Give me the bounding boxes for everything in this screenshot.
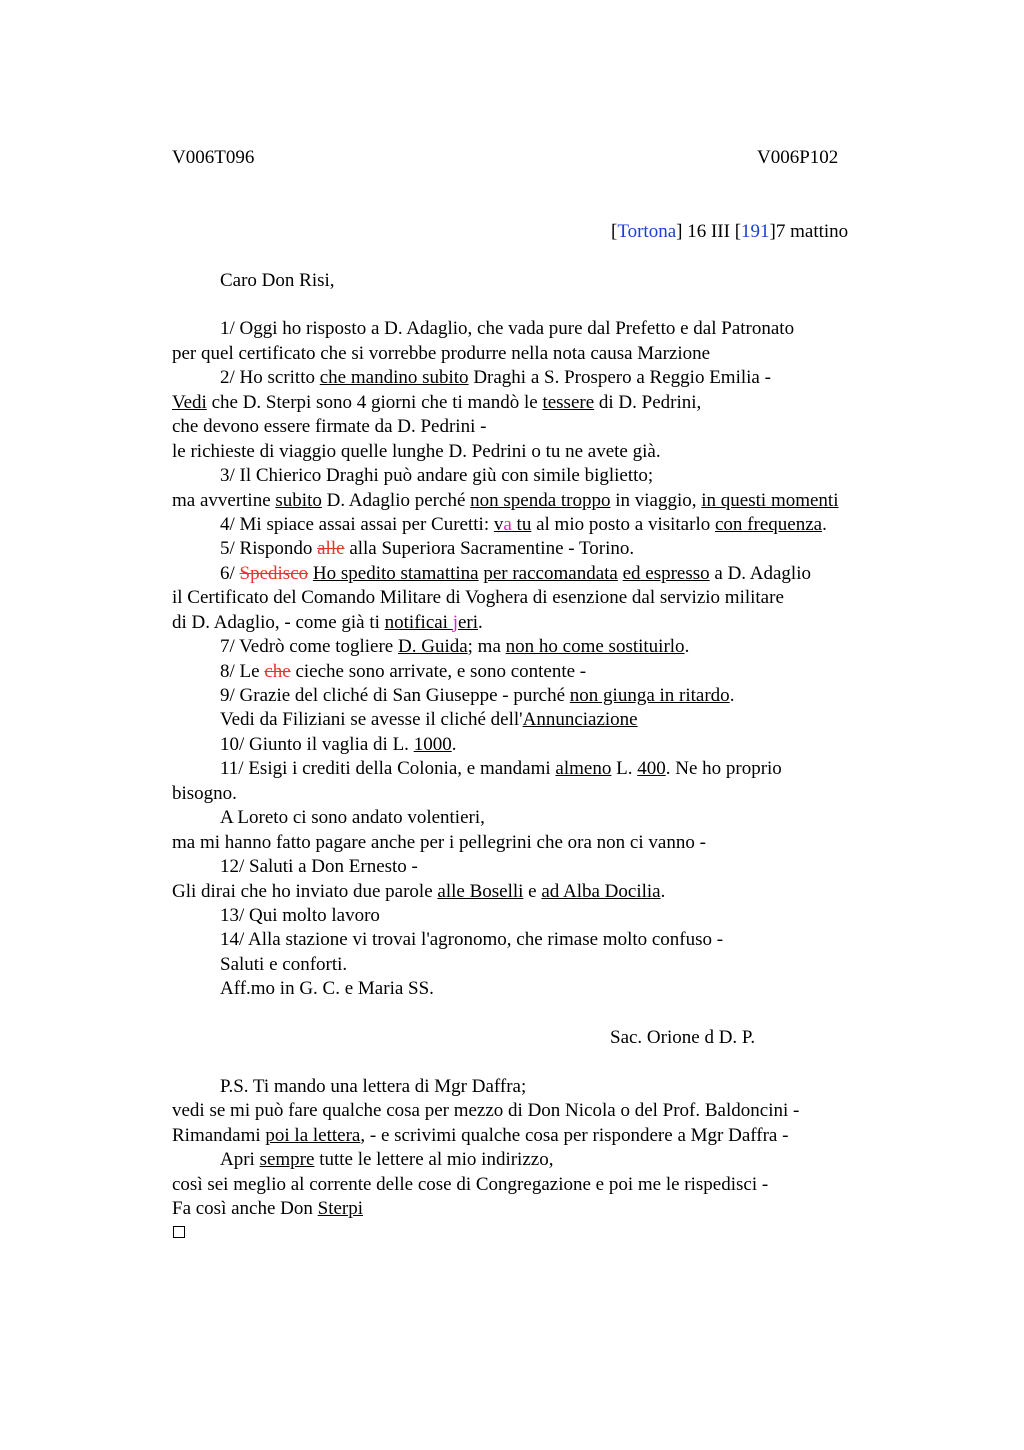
text-line: Vedi che D. Sterpi sono 4 giorni che ti mandò le tessere di D. Pedrini, xyxy=(172,392,702,413)
underlined-text: notificai jeri xyxy=(384,612,479,633)
text-line: 10/ Giunto il vaglia di L. 1000. xyxy=(220,734,457,755)
text-line: 2/ Ho scritto che mandino subito Draghi a S. Prospero a Reggio Emilia - xyxy=(220,367,771,388)
text-line: 1/ Oggi ho risposto a D. Adaglio, che vada pure dal Prefetto e dal Patronato xyxy=(220,318,795,339)
underlined-text: poi la lettera xyxy=(265,1125,361,1146)
text-line: di D. Adaglio, - come già ti notificai jeri. xyxy=(172,612,483,633)
underlined-text: ed espresso xyxy=(622,563,710,584)
underlined-text: Ho spedito stamattina xyxy=(312,563,479,584)
text-line: che devono essere firmate da D. Pedrini - xyxy=(172,416,487,437)
text-line: 4/ Mi spiace assai assai per Curetti: va tu al mio posto a visitarlo con frequenza. xyxy=(220,514,827,535)
closing-line: Saluti e conforti. xyxy=(220,954,348,975)
text-line: Vedi da Filiziani se avesse il cliché dell'Annunciazione xyxy=(220,709,638,730)
underlined-text: sempre xyxy=(259,1149,315,1170)
document-code-left: V006T096 xyxy=(172,147,255,168)
ps-line: vedi se mi può fare qualche cosa per mezzo di Don Nicola o del Prof. Baldoncini - xyxy=(172,1100,800,1121)
text-line: A Loreto ci sono andato volentieri, xyxy=(220,807,485,828)
text-line: il Certificato del Comando Militare di Voghera di esenzione dal servizio militare xyxy=(172,587,784,608)
text-line: 5/ Rispondo alle alla Superiora Sacramentine - Torino. xyxy=(220,538,635,559)
struck-text: alle xyxy=(317,538,345,559)
underlined-text: ad Alba Docilia xyxy=(541,881,661,902)
underlined-text: per raccomandata xyxy=(483,563,618,584)
underlined-text: in questi momenti xyxy=(701,490,839,511)
underlined-text: almeno xyxy=(555,758,612,779)
place-name: Tortona xyxy=(617,221,677,242)
underlined-text: che mandino subito xyxy=(319,367,469,388)
year-part: 191 xyxy=(741,221,770,242)
date-text: 16 III [ xyxy=(682,221,742,242)
ps-line: Apri sempre tutte le lettere al mio indirizzo, xyxy=(220,1149,554,1170)
greeting: Caro Don Risi, xyxy=(220,270,335,291)
underlined-text: va tu xyxy=(493,514,532,535)
text-line: 11/ Esigi i crediti della Colonia, e mandami almeno L. 400. Ne ho proprio xyxy=(220,758,782,779)
inserted-letter: j xyxy=(452,612,458,633)
text-line: 14/ Alla stazione vi trovai l'agronomo, che rimase molto confuso - xyxy=(220,929,724,950)
underlined-text: non ho come sostituirlo xyxy=(505,636,685,657)
underlined-text: non spenda troppo xyxy=(470,490,611,511)
text-line: 7/ Vedrò come togliere D. Guida; ma non ho come sostituirlo. xyxy=(220,636,690,657)
underlined-text: subito xyxy=(275,490,322,511)
ps-line: P.S. Ti mando una lettera di Mgr Daffra; xyxy=(220,1076,527,1097)
underlined-text: 400 xyxy=(637,758,666,779)
underlined-text: Annunciazione xyxy=(522,709,638,730)
bracket: [ xyxy=(611,221,618,242)
text-line: 6/ Spedisco Ho spedito stamattina per raccomandata ed espresso a D. Adaglio xyxy=(220,563,811,584)
underlined-text: 1000 xyxy=(413,734,452,755)
underlined-text: Sterpi xyxy=(317,1198,364,1219)
text-line: 12/ Saluti a Don Ernesto - xyxy=(220,856,418,877)
text-line: le richieste di viaggio quelle lunghe D. Pedrini o tu ne avete già. xyxy=(172,441,661,462)
text-line: 3/ Il Chierico Draghi può andare giù con simile biglietto; xyxy=(220,465,654,486)
underlined-text: D. Guida xyxy=(398,636,468,657)
text-line: ma mi hanno fatto pagare anche per i pellegrini che ora non ci vanno - xyxy=(172,832,706,853)
text-line: bisogno. xyxy=(172,783,237,804)
underlined-text: con frequenza xyxy=(714,514,823,535)
underlined-text: alle Boselli xyxy=(437,881,524,902)
underlined-text: non giunga in ritardo xyxy=(569,685,730,706)
closing-line: Aff.mo in G. C. e Maria SS. xyxy=(220,978,434,999)
text-line: 8/ Le che cieche sono arrivate, e sono contente - xyxy=(220,661,587,682)
text-line: per quel certificato che si vorrebbe produrre nella nota causa Marzione xyxy=(172,343,711,364)
underlined-text: Vedi xyxy=(172,392,207,413)
ps-line: così sei meglio al corrente delle cose di Congregazione e poi me le rispedisci - xyxy=(172,1174,769,1195)
ps-line: Fa così anche Don Sterpi xyxy=(172,1198,364,1219)
text-line: ma avvertine subito D. Adaglio perché non spenda troppo in viaggio, in questi momenti xyxy=(172,490,839,511)
end-marker-box xyxy=(173,1226,185,1238)
dateline xyxy=(611,220,848,244)
date-text: ]7 mattino xyxy=(769,221,849,242)
inserted-letter: a xyxy=(503,514,512,535)
ps-line: Rimandami poi la lettera, - e scrivimi qualche cosa per rispondere a Mgr Daffra - xyxy=(172,1125,789,1146)
text-line: Gli dirai che ho inviato due parole alle Boselli e ad Alba Docilia. xyxy=(172,881,666,902)
bracket: ] xyxy=(676,221,683,242)
struck-text: che xyxy=(264,661,291,682)
signature: Sac. Orione d D. P. xyxy=(610,1027,756,1048)
underlined-text: tessere xyxy=(542,392,595,413)
text-line: 13/ Qui molto lavoro xyxy=(220,905,380,926)
text-line: 9/ Grazie del cliché di San Giuseppe - purché non giunga in ritardo. xyxy=(220,685,735,706)
document-code-right: V006P102 xyxy=(757,147,839,168)
struck-text: Spedisco xyxy=(239,563,309,584)
